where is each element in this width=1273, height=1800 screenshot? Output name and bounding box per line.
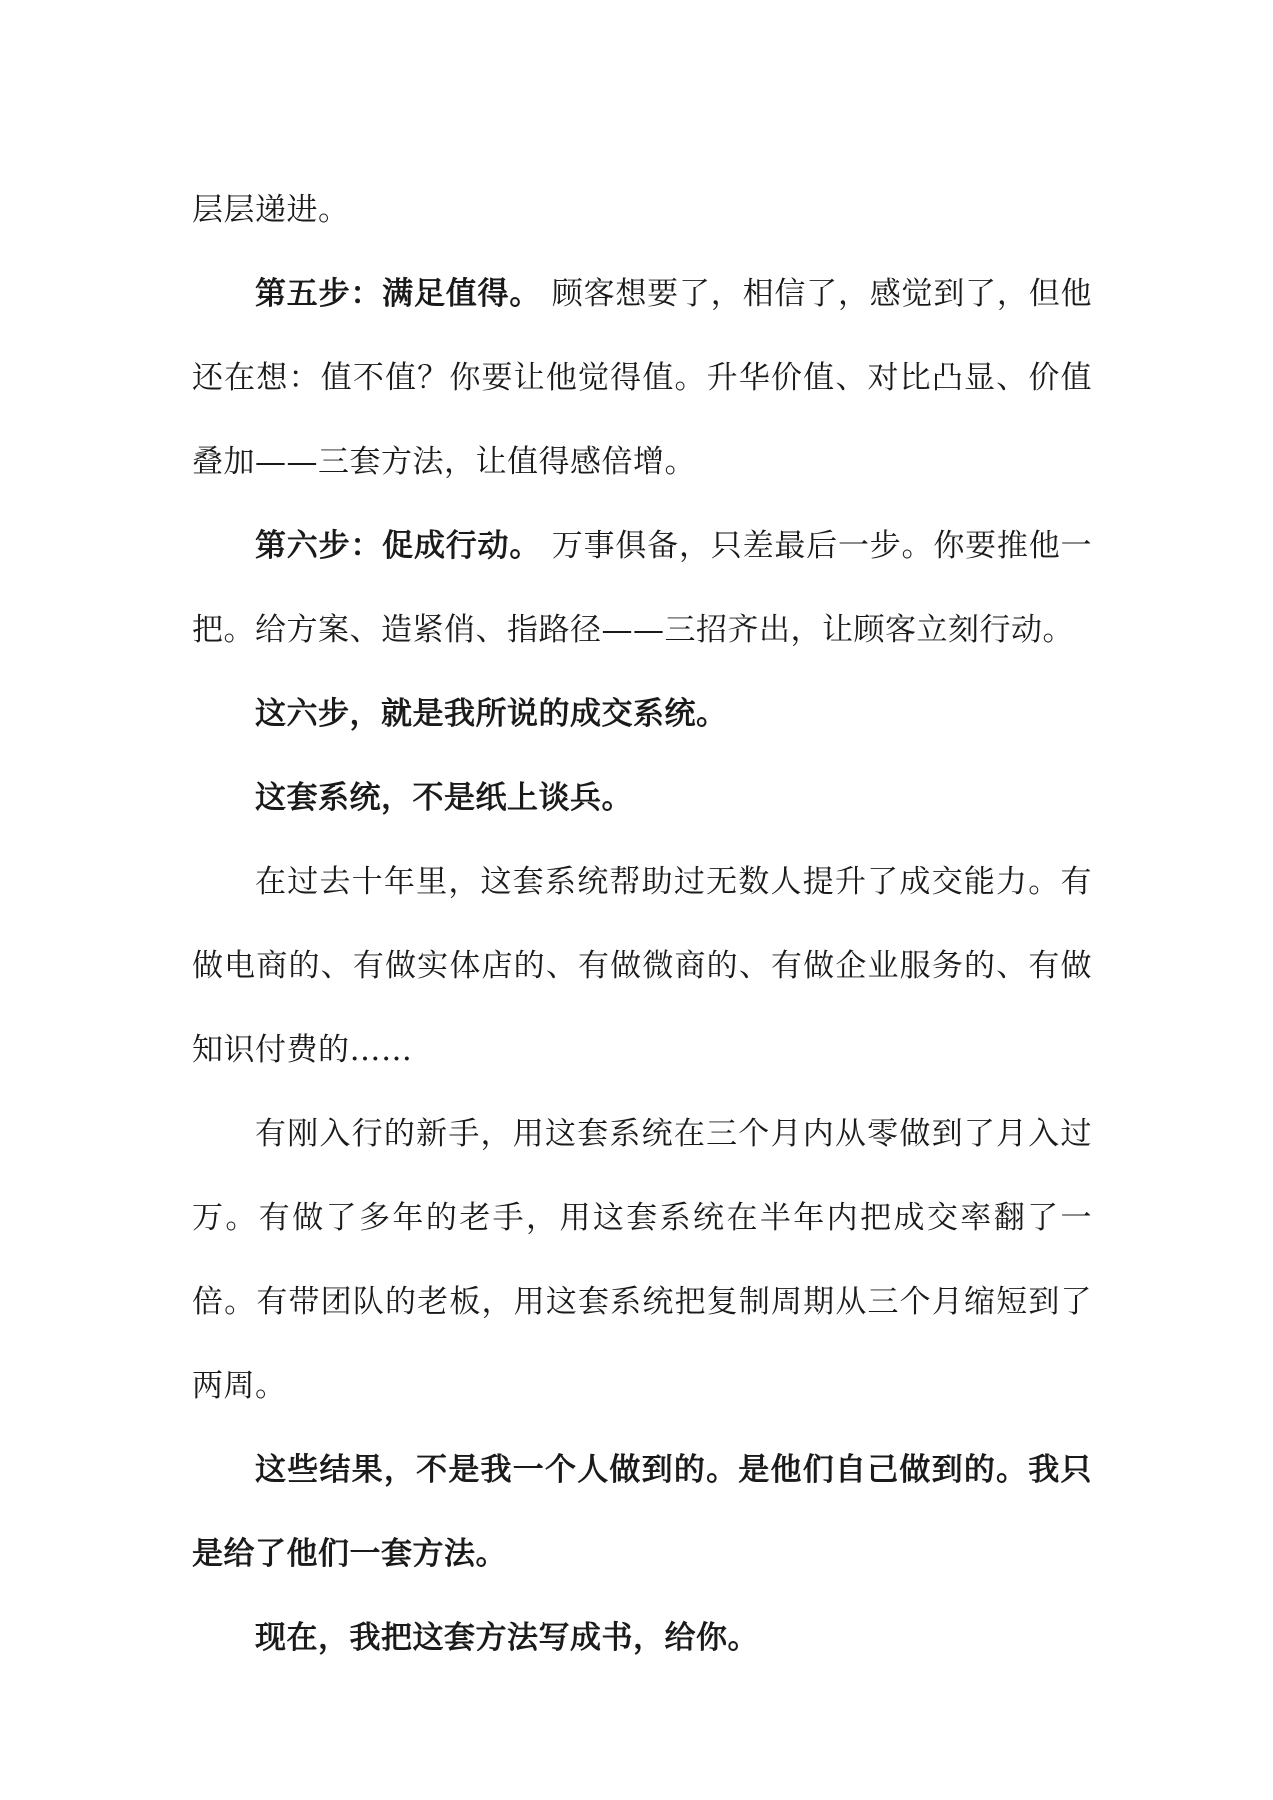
- bold-statement: 这套系统，不是纸上谈兵。: [255, 780, 633, 816]
- paragraph-text: 顾客想要了，相信了，感觉到了，但他还在想：值不值？你要让他觉得值。升华价值、对比凸显、价值叠加——三套方法，让值得感倍增。: [192, 276, 1093, 480]
- paragraph-step-6: [192, 504, 1092, 672]
- document-page: [192, 168, 1092, 1680]
- bold-statement: 现在，我把这套方法写成书，给你。: [255, 1620, 759, 1656]
- paragraph-closing: [192, 1596, 1092, 1680]
- paragraph-text: 有刚入行的新手，用这套系统在三个月内从零做到了月入过万。有做了多年的老手，用这套系统在半年内把成交率翻了一倍。有带团队的老板，用这套系统把复制周期从三个月缩短到了两周。: [192, 1116, 1092, 1404]
- paragraph-text: 层层递进。: [192, 192, 350, 228]
- paragraph-ten-years: [192, 840, 1092, 1092]
- paragraph-examples: [192, 1092, 1092, 1428]
- paragraph-0: [192, 168, 1092, 252]
- paragraph-text: 万事俱备，只差最后一步。你要推他一把。给方案、造紧俏、指路径——三招齐出，让顾客立刻行动。: [192, 528, 1093, 648]
- bold-statement: 这些结果，不是我一个人做到的。是他们自己做到的。我只是给了他们一套方法。: [192, 1452, 1092, 1572]
- paragraph-not-theory: [192, 756, 1092, 840]
- bold-statement: 这六步，就是我所说的成交系统。: [255, 696, 728, 732]
- step-heading: 第六步：促成行动。: [255, 528, 542, 564]
- paragraph-summary: [192, 672, 1092, 756]
- paragraph-text: 在过去十年里，这套系统帮助过无数人提升了成交能力。有做电商的、有做实体店的、有做微商的、有做企业服务的、有做知识付费的……: [192, 864, 1092, 1068]
- step-heading: 第五步：满足值得。: [255, 276, 542, 312]
- paragraph-step-5: [192, 252, 1092, 504]
- paragraph-results: [192, 1428, 1092, 1596]
